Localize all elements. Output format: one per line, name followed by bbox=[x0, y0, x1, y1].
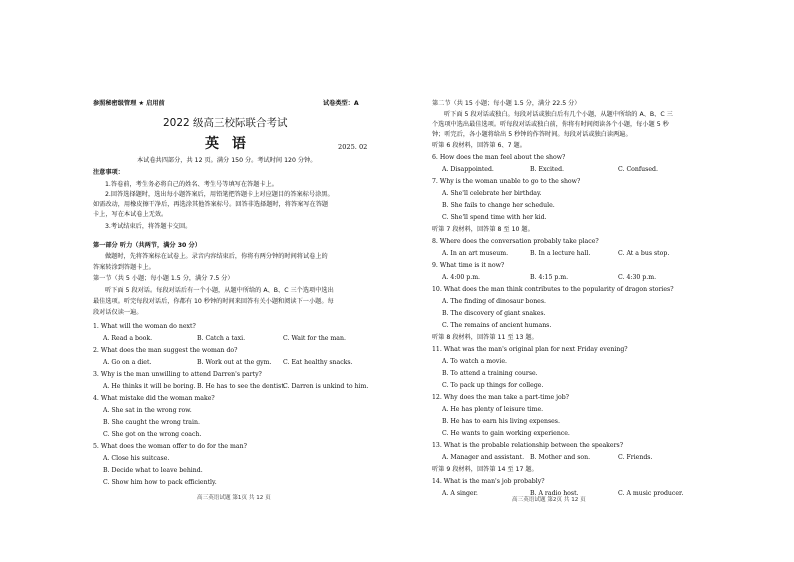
q14-option-b: B. A radio host. bbox=[530, 490, 579, 497]
exam-date: 2025. 02 bbox=[338, 143, 368, 151]
q3-option-a: A. He thinks it will be boring. bbox=[103, 383, 196, 390]
q14-option-c: C. A music producer. bbox=[618, 490, 684, 497]
part1-intro-a: 做题时，先将答案标在试卷上。录音内容结束后，你将有两分钟的时间将试卷上的 bbox=[105, 253, 328, 260]
q8-option-c: C. At a bus stop. bbox=[618, 250, 670, 257]
q8-option-a: A. In an art museum. bbox=[442, 250, 509, 257]
q12-option-a: A. He has plenty of leisure time. bbox=[442, 406, 544, 413]
q7-option-c: C. She'll spend time with her kid. bbox=[442, 214, 547, 221]
q6-option-a: A. Disappointed. bbox=[442, 166, 494, 173]
notice-3: 3.考试结束后，将答题卡交回。 bbox=[105, 223, 192, 230]
part1-title: 第一部分 听力（共两节，满分 30 分） bbox=[93, 242, 201, 249]
q13-option-c: C. Friends. bbox=[618, 454, 653, 461]
question-2: 2. What does the man suggest the woman do? bbox=[93, 347, 238, 354]
section2-intro-b: 个选项中选出最佳选项。听每段对话或独白前，你将有时间阅读各个小题，每小题 5 秒 bbox=[432, 121, 669, 128]
q4-option-c: C. She got on the wrong coach. bbox=[103, 431, 202, 438]
q3-option-c: C. Darren is unkind to him. bbox=[283, 383, 369, 390]
question-8: 8. Where does the conversation probably take place? bbox=[432, 238, 599, 245]
q10-option-b: B. The discovery of giant snakes. bbox=[442, 310, 546, 317]
section2-intro-c: 钟；听完后，各小题将给出 5 秒钟的作答时间。每段对话或独白读两遍。 bbox=[432, 131, 632, 138]
question-4: 4. What mistake did the woman make? bbox=[93, 395, 215, 402]
q11-option-b: B. To attend a training course. bbox=[442, 370, 538, 377]
q13-option-a: A. Manager and assistant. bbox=[442, 454, 525, 461]
q4-option-a: A. She sat in the wrong row. bbox=[103, 407, 192, 414]
q12-option-b: B. He has to earn his living expenses. bbox=[442, 418, 560, 425]
question-14: 14. What is the man's job probably? bbox=[432, 478, 545, 485]
listen-8-label: 听第 8 段材料，回答第 11 至 13 题。 bbox=[432, 334, 538, 341]
notice-2b: 如需改动，用橡皮擦干净后，再选涂其他答案标号。回答非选择题时，将答案写在答题 bbox=[93, 201, 329, 208]
page-footer-right: 高三英语试题 第2页 共 12 页 bbox=[512, 497, 586, 503]
exam-info: 本试卷共四部分，共 12 页。满分 150 分。考试时间 120 分钟。 bbox=[137, 157, 317, 164]
q9-option-c: C. 4:30 p.m. bbox=[618, 274, 657, 281]
q2-option-a: A. Go on a diet. bbox=[103, 359, 152, 366]
question-1: 1. What will the woman do next? bbox=[93, 323, 196, 330]
q7-option-b: B. She fails to change her schedule. bbox=[442, 202, 555, 209]
section1-intro-a: 听下面 5 段对话。每段对话后有一个小题，从题中所给的 A、B、C 三个选项中选出 bbox=[105, 287, 334, 294]
question-11: 11. What was the man's original plan for next Friday evening? bbox=[432, 346, 628, 353]
q2-option-b: B. Work out at the gym. bbox=[197, 359, 272, 366]
secrecy-label: 参照秘密级管理 ★ 启用前 bbox=[93, 100, 165, 107]
notice-2c: 卡上，写在本试卷上无效。 bbox=[93, 211, 168, 218]
question-10: 10. What does the man think contributes to the popularity of dragon stories? bbox=[432, 286, 674, 293]
q5-option-c: C. Show him how to pack efficiently. bbox=[103, 479, 217, 486]
q9-option-a: A. 4:00 p.m. bbox=[442, 274, 481, 281]
section1-intro-c: 段对话仅读一遍。 bbox=[93, 309, 143, 316]
q8-option-b: B. In a lecture hall. bbox=[530, 250, 591, 257]
q10-option-c: C. The remains of ancient humans. bbox=[442, 322, 552, 329]
q6-option-c: C. Confused. bbox=[618, 166, 658, 173]
listen-6-label: 听第 6 段材料，回答第 6、7 题。 bbox=[432, 142, 526, 149]
notice-2a: 2.回答选择题时，选出每小题答案后，用铅笔把答题卡上对应题目的答案标号涂黑。 bbox=[105, 191, 334, 198]
q11-option-c: C. To pack up things for college. bbox=[442, 382, 544, 389]
q9-option-b: B. 4:15 p.m. bbox=[530, 274, 569, 281]
section1-title: 第一节（共 5 小题；每小题 1.5 分，满分 7.5 分） bbox=[93, 275, 234, 282]
left-page bbox=[93, 0, 375, 562]
q12-option-c: C. He wants to gain working experience. bbox=[442, 430, 570, 437]
question-3: 3. Why is the man unwilling to attend Darren's party? bbox=[93, 371, 262, 378]
q4-option-b: B. She caught the wrong train. bbox=[103, 419, 200, 426]
q6-option-b: B. Excited. bbox=[530, 166, 565, 173]
q2-option-c: C. Eat healthy snacks. bbox=[283, 359, 353, 366]
q14-option-a: A. A singer. bbox=[442, 490, 478, 497]
question-7: 7. Why is the woman unable to go to the show? bbox=[432, 178, 581, 185]
right-page bbox=[432, 0, 698, 562]
subject-title: 英 语 bbox=[205, 136, 250, 152]
listen-7-label: 听第 7 段材料，回答第 8 至 10 题。 bbox=[432, 226, 534, 233]
paper-type: 试卷类型：A bbox=[323, 100, 359, 107]
page-footer-left: 高三英语试题 第1页 共 12 页 bbox=[197, 495, 271, 501]
listen-9-label: 听第 9 段材料，回答第 14 至 17 题。 bbox=[432, 466, 538, 473]
q5-option-b: B. Decide what to leave behind. bbox=[103, 467, 203, 474]
section2-intro-a: 听下面 5 段对话或独白。每段对话或独白后有几个小题，从题中所给的 A、B、C 三 bbox=[444, 111, 673, 118]
section1-intro-b: 最佳选项。听完每段对话后，你都有 10 秒钟的时间来回答有关小题和阅读下一小题。每 bbox=[93, 298, 334, 305]
notice-title: 注意事项： bbox=[93, 169, 124, 176]
question-13: 13. What is the probable relationship between the speakers? bbox=[432, 442, 624, 449]
question-12: 12. Why does the man take a part-time job? bbox=[432, 394, 569, 401]
notice-1: 1.答卷前，考生务必将自己的姓名、考生号等填写在答题卡上。 bbox=[105, 181, 278, 188]
q7-option-a: A. She'll celebrate her birthday. bbox=[442, 190, 542, 197]
q11-option-a: A. To watch a movie. bbox=[442, 358, 507, 365]
q10-option-a: A. The finding of dinosaur bones. bbox=[442, 298, 546, 305]
q5-option-a: A. Close his suitcase. bbox=[103, 455, 170, 462]
question-6: 6. How does the man feel about the show? bbox=[432, 154, 566, 161]
q13-option-b: B. Mother and son. bbox=[530, 454, 591, 461]
question-9: 9. What time is it now? bbox=[432, 262, 505, 269]
q1-option-b: B. Catch a taxi. bbox=[197, 335, 246, 342]
part1-intro-b: 答案转涂到答题卡上。 bbox=[93, 264, 155, 271]
exam-title: 2022 级高三校际联合考试 bbox=[163, 117, 288, 129]
q1-option-a: A. Read a book. bbox=[103, 335, 153, 342]
question-5: 5. What does the woman offer to do for the man? bbox=[93, 443, 247, 450]
q1-option-c: C. Wait for the man. bbox=[283, 335, 346, 342]
section2-title: 第二节（共 15 小题；每小题 1.5 分，满分 22.5 分） bbox=[432, 100, 581, 107]
q3-option-b: B. He has to see the dentist. bbox=[197, 383, 286, 390]
